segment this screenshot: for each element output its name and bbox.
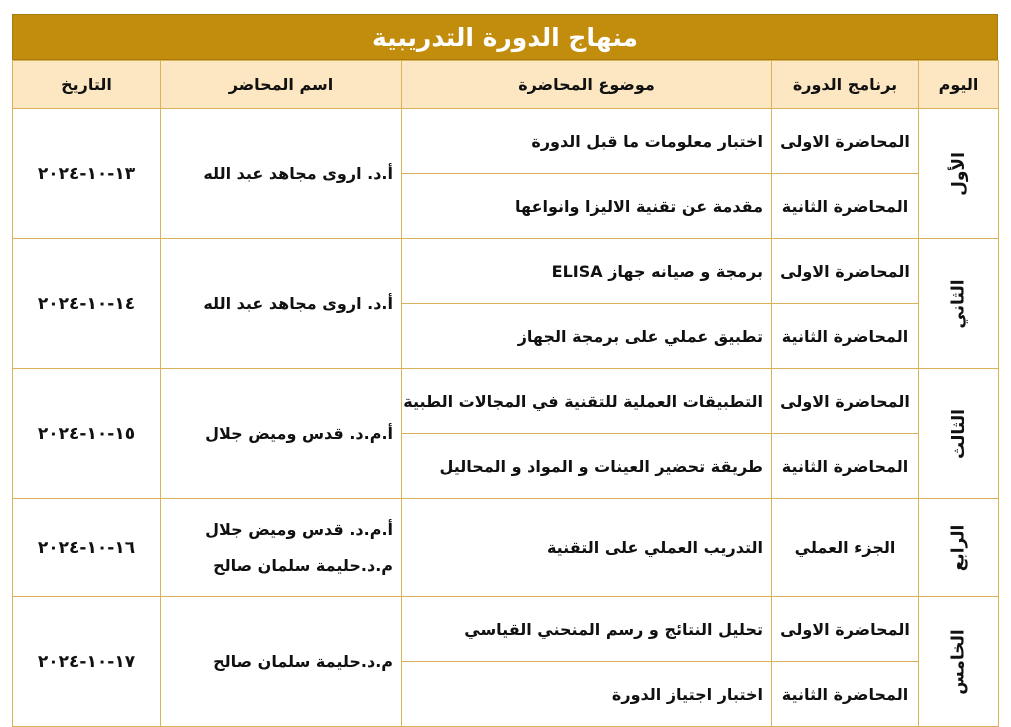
program-cell: المحاضرة الثانية xyxy=(772,434,919,499)
lecturer-cell xyxy=(161,499,402,597)
date-cell: ١٥-١٠-٢٠٢٤ xyxy=(13,369,161,499)
day-label: الرابع xyxy=(948,524,969,571)
day-cell xyxy=(919,239,999,369)
day-cell xyxy=(919,499,999,597)
program-cell: المحاضرة الاولى xyxy=(772,109,919,174)
day-cell xyxy=(919,109,999,239)
lecturer-name: أ.د. اروى مجاهد عبد الله xyxy=(203,163,393,183)
header-program: برنامج الدورة xyxy=(772,61,919,109)
table-row xyxy=(13,369,999,434)
lecturer-cell xyxy=(161,239,402,369)
program-cell: الجزء العملي xyxy=(772,499,919,597)
header-topic: موضوع المحاضرة xyxy=(402,61,772,109)
program-cell: المحاضرة الثانية xyxy=(772,304,919,369)
lecturer-cell xyxy=(161,369,402,499)
topic-cell: اختبار معلومات ما قبل الدورة xyxy=(402,109,772,174)
header-row xyxy=(13,61,999,109)
day-cell xyxy=(919,597,999,727)
day-label: الأول xyxy=(948,151,969,196)
topic-cell: التطبيقات العملية للتقنية في المجالات الطبية xyxy=(402,369,772,434)
topic-cell: تطبيق عملي على برمجة الجهاز xyxy=(402,304,772,369)
lecturer-name: أ.م.د. قدس وميض جلال xyxy=(205,519,393,539)
topic-cell: تحليل النتائج و رسم المنحني القياسي xyxy=(402,597,772,662)
date-cell: ١٧-١٠-٢٠٢٤ xyxy=(13,597,161,727)
lecturer-name: م.د.حليمة سلمان صالح xyxy=(213,555,393,575)
program-cell: المحاضرة الاولى xyxy=(772,239,919,304)
program-cell: المحاضرة الثانية xyxy=(772,174,919,239)
topic-cell: طريقة تحضير العينات و المواد و المحاليل xyxy=(402,434,772,499)
program-cell: المحاضرة الاولى xyxy=(772,369,919,434)
day-cell xyxy=(919,369,999,499)
lecturer-cell xyxy=(161,109,402,239)
program-cell: المحاضرة الثانية xyxy=(772,662,919,727)
lecturer-cell xyxy=(161,597,402,727)
lecturer-name: أ.م.د. قدس وميض جلال xyxy=(205,423,393,443)
table-row xyxy=(13,597,999,662)
topic-cell: اختبار اجتياز الدورة xyxy=(402,662,772,727)
table-row xyxy=(13,109,999,174)
schedule-table xyxy=(12,60,999,727)
topic-cell: التدريب العملي على التقنية xyxy=(402,499,772,597)
lecturer-name: أ.د. اروى مجاهد عبد الله xyxy=(203,293,393,313)
date-cell: ١٤-١٠-٢٠٢٤ xyxy=(13,239,161,369)
day-label: الثاني xyxy=(948,278,969,329)
header-day: اليوم xyxy=(919,61,999,109)
schedule-title: منهاج الدورة التدريبية xyxy=(12,14,998,60)
table-row xyxy=(13,239,999,304)
header-date: التاريخ xyxy=(13,61,161,109)
header-lecturer: اسم المحاضر xyxy=(161,61,402,109)
date-cell: ١٣-١٠-٢٠٢٤ xyxy=(13,109,161,239)
day-label: الثالث xyxy=(948,408,969,459)
day-label: الخامس xyxy=(948,628,969,695)
table-row xyxy=(13,499,999,597)
program-cell: المحاضرة الاولى xyxy=(772,597,919,662)
schedule-sheet xyxy=(12,14,998,727)
date-cell: ١٦-١٠-٢٠٢٤ xyxy=(13,499,161,597)
topic-cell: مقدمة عن تقنية الاليزا وانواعها xyxy=(402,174,772,239)
topic-cell: برمجة و صيانه جهاز ELISA xyxy=(402,239,772,304)
lecturer-name: م.د.حليمة سلمان صالح xyxy=(213,651,393,671)
